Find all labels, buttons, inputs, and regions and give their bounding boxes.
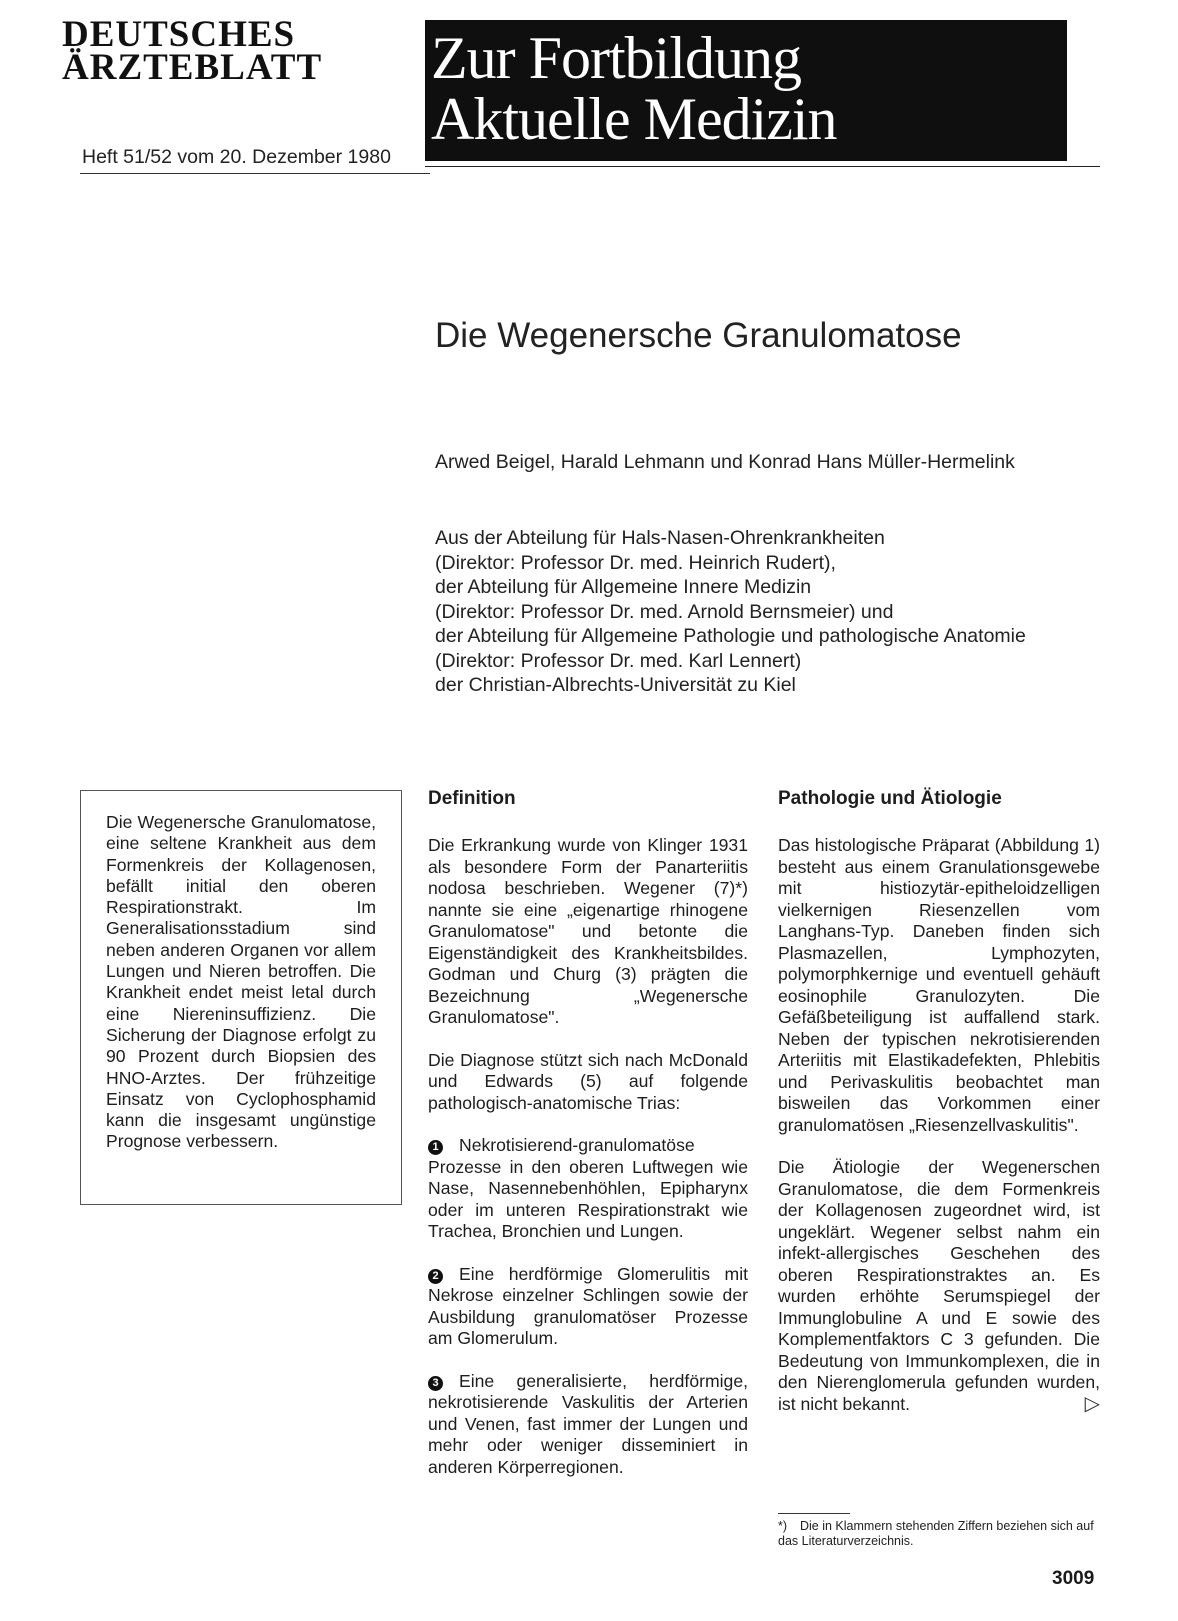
page-number: 3009 bbox=[1052, 1568, 1095, 1589]
trias-item-text: Eine herdförmige Glomerulitis mit Nekrose einzelner Schlingen sowie der Ausbildung granulomatöser Prozesse am Glomerulum. bbox=[428, 1263, 748, 1348]
pathology-paragraph: Das histologische Präparat (Abbildung 1) besteht aus einem Granulationsgewebe mit histiozytär-epitheloidzelligen vielkernigen Riesenzellen vom Langhans-Typ. Daneben finden sich Plasmazellen, Lymphozyten, polymorphkernige und eventuell gehäuft eosinophile Granulozyten. Die Gefäßbeteiligung ist auffallend stark. Neben der typischen nekrotisierenden Arteriitis mit Elastikadefekten, Phlebitis und Perivaskulitis beobachtet man bisweilen das Vorkommen einer granulomatösen „Riesenzellvaskulitis". bbox=[778, 835, 1100, 1135]
affiliation-line: der Abteilung für Allgemeine Innere Medizin bbox=[435, 576, 812, 598]
journal-name bbox=[62, 14, 323, 88]
definition-paragraph: Die Diagnose stützt sich nach McDonald und Edwards (5) auf folgende pathologisch-anatomische Trias: bbox=[428, 1049, 748, 1113]
pathology-column bbox=[778, 835, 1100, 1415]
trias-item-text: Eine generalisierte, herdförmige, nekrotisierende Vaskulitis der Arterien und Venen, fast immer der Lungen und mehr oder weniger disseminiert in anderen Körperregionen. bbox=[428, 1370, 748, 1477]
etiology-paragraph bbox=[778, 1157, 1100, 1415]
affiliation-line: (Direktor: Professor Dr. med. Heinrich Rudert), bbox=[435, 551, 836, 574]
journal-name-line2: ÄRZTEBLATT bbox=[62, 47, 323, 88]
footnote-rule bbox=[778, 1513, 850, 1514]
affiliation-line: der Abteilung für Allgemeine Pathologie und pathologische Anatomie bbox=[435, 625, 1026, 647]
section-banner bbox=[425, 20, 1067, 161]
section-banner-line2: Aktuelle Medizin bbox=[431, 86, 837, 152]
definition-paragraph: Die Erkrankung wurde von Klinger 1931 als besondere Form der Panarteriitis nodosa beschrieben. Wegener (7)*) nannte sie eine „eigenartige rhinogene Granulomatose" und betonte die Eigenständigkeit des Krankheitsbildes. Godman und Churg (3) prägten die Bezeichnung „Wegenersche Granulomatose". bbox=[428, 835, 748, 1027]
etiology-text: Die Ätiologie der Wegenerschen Granulomatose, die dem Formenkreis der Kollagenosen zugeordnet wird, ist ungeklärt. Wegener selbst nahm ein infekt-allergisches Geschehen des oberen Respirationstraktes an. Es wurden erhöhte Serumspiegel der Immunglobuline A und E sowie des Komplementfaktors C 3 gefunden. Die Bedeutung von Immunkomplexen, die in den Nierenglomerula gefunden wurden, ist nicht bekannt. bbox=[778, 1157, 1100, 1414]
pathology-heading: Pathologie und Ätiologie bbox=[778, 788, 1002, 809]
banner-rule bbox=[425, 166, 1100, 167]
number-marker-2: 2 bbox=[428, 1269, 443, 1284]
number-marker-3: 3 bbox=[428, 1376, 443, 1391]
footnote bbox=[778, 1519, 1098, 1549]
affiliations bbox=[435, 526, 1026, 698]
footnote-text: Die in Klammern stehenden Ziffern beziehen sich auf das Literaturverzeichnis. bbox=[778, 1519, 1094, 1548]
issue-rule bbox=[80, 173, 430, 174]
definition-column bbox=[428, 835, 748, 1478]
affiliation-line: (Direktor: Professor Dr. med. Arnold Bernsmeier) und bbox=[435, 600, 894, 623]
trias-item bbox=[428, 1135, 748, 1243]
trias-item bbox=[428, 1264, 748, 1350]
footnote-marker: *) bbox=[778, 1519, 788, 1533]
definition-heading: Definition bbox=[428, 788, 516, 809]
article-authors: Arwed Beigel, Harald Lehmann und Konrad Hans Müller-Hermelink bbox=[435, 451, 1015, 473]
continue-arrow-icon: ▷ bbox=[1084, 1392, 1100, 1415]
number-marker-1: 1 bbox=[428, 1140, 443, 1155]
article-title: Die Wegenersche Granulomatose bbox=[435, 316, 962, 355]
affiliation-line: (Direktor: Professor Dr. med. Karl Lennert) bbox=[435, 649, 802, 672]
issue-date: Heft 51/52 vom 20. Dezember 1980 bbox=[82, 146, 391, 168]
journal-name-line1: DEUTSCHES bbox=[62, 14, 296, 55]
affiliation-line: der Christian-Albrechts-Universität zu Kiel bbox=[435, 674, 796, 696]
trias-item bbox=[428, 1371, 748, 1479]
section-banner-line1: Zur Fortbildung bbox=[431, 25, 801, 91]
affiliation-line: Aus der Abteilung für Hals-Nasen-Ohrenkrankheiten bbox=[435, 527, 885, 549]
trias-item-text: Nekrotisierend-granulomatöse Prozesse in den oberen Luftwegen wie Nase, Nasennebenhöhlen, Epipharynx oder im unteren Respirationstrakt wie Trachea, Bronchien und Lungen. bbox=[428, 1135, 748, 1241]
abstract-text: Die Wegenersche Granulomatose, eine seltene Krankheit aus dem Formenkreis der Kollagenosen, befällt initial den oberen Respirationstrakt. Im Generalisationsstadium sind neben anderen Organen vor allem Lungen und Nieren betroffen. Die Krankheit endet meist letal durch eine Niereninsuffizienz. Die Sicherung der Diagnose erfolgt zu 90 Prozent durch Biopsien des HNO-Arztes. Der frühzeitige Einsatz von Cyclophosphamid kann die insgesamt ungünstige Prognose verbessern. bbox=[106, 812, 376, 1152]
